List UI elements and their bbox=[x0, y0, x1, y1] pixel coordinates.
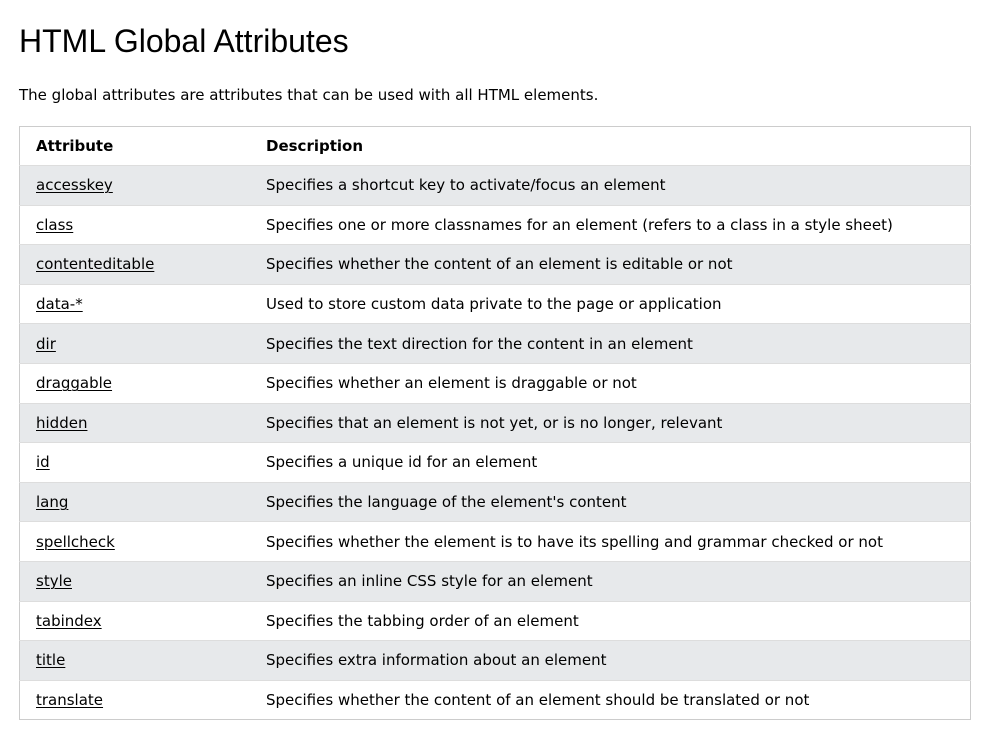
attribute-link[interactable]: tabindex bbox=[36, 611, 102, 630]
table-row bbox=[20, 205, 971, 245]
attribute-cell bbox=[20, 482, 251, 522]
table-row bbox=[20, 601, 971, 641]
intro-text: The global attributes are attributes that can be used with all HTML elements. bbox=[19, 86, 599, 104]
table-row bbox=[20, 363, 971, 403]
description-cell: Specifies the tabbing order of an element bbox=[266, 611, 579, 630]
header-description: Description bbox=[266, 137, 364, 155]
table-row bbox=[20, 403, 971, 443]
table-row bbox=[20, 324, 971, 364]
table-row bbox=[20, 245, 971, 285]
attribute-cell bbox=[20, 324, 251, 364]
attribute-cell bbox=[20, 166, 251, 206]
header-attribute: Attribute bbox=[36, 137, 114, 155]
description-cell: Specifies extra information about an element bbox=[266, 651, 607, 670]
attribute-cell bbox=[20, 403, 251, 443]
table-row bbox=[20, 680, 971, 720]
description-cell: Specifies whether an element is draggable or not bbox=[266, 374, 637, 393]
table-row bbox=[20, 561, 971, 601]
attribute-cell bbox=[20, 561, 251, 601]
attribute-link[interactable]: translate bbox=[36, 691, 104, 710]
table-header-row bbox=[20, 127, 971, 166]
table-row bbox=[20, 166, 971, 206]
description-cell: Specifies whether the content of an element should be translated or not bbox=[266, 691, 810, 710]
attribute-cell bbox=[20, 205, 251, 245]
attribute-link[interactable]: class bbox=[36, 215, 74, 234]
attribute-link[interactable]: style bbox=[36, 572, 72, 591]
attribute-cell bbox=[20, 245, 251, 285]
table-row bbox=[20, 522, 971, 562]
attribute-link[interactable]: data-* bbox=[36, 295, 83, 314]
attributes-table bbox=[19, 126, 971, 720]
description-cell: Specifies whether the content of an element is editable or not bbox=[266, 255, 733, 274]
description-cell: Specifies an inline CSS style for an element bbox=[266, 572, 593, 591]
attribute-link[interactable]: id bbox=[36, 453, 50, 472]
description-cell: Specifies whether the element is to have its spelling and grammar checked or not bbox=[266, 532, 883, 551]
attribute-link[interactable]: accesskey bbox=[36, 176, 113, 195]
description-cell: Specifies that an element is not yet, or is no longer, relevant bbox=[266, 413, 723, 432]
attribute-link[interactable]: lang bbox=[36, 493, 69, 512]
description-cell: Specifies a unique id for an element bbox=[266, 453, 538, 472]
attribute-link[interactable]: draggable bbox=[36, 374, 113, 393]
table-row bbox=[20, 284, 971, 324]
attribute-link[interactable]: contenteditable bbox=[36, 255, 155, 274]
attribute-cell bbox=[20, 522, 251, 562]
description-cell: Specifies one or more classnames for an element (refers to a class in a style sheet) bbox=[266, 215, 893, 234]
page-title: HTML Global Attributes bbox=[19, 23, 349, 59]
attribute-cell bbox=[20, 284, 251, 324]
attribute-link[interactable]: hidden bbox=[36, 413, 88, 432]
description-cell: Specifies a shortcut key to activate/focus an element bbox=[266, 176, 666, 195]
attribute-cell bbox=[20, 443, 251, 483]
attribute-cell bbox=[20, 363, 251, 403]
attribute-link[interactable]: spellcheck bbox=[36, 532, 115, 551]
table-row bbox=[20, 443, 971, 483]
table-row bbox=[20, 482, 971, 522]
attribute-link[interactable]: dir bbox=[36, 334, 56, 353]
description-cell: Specifies the text direction for the content in an element bbox=[266, 334, 693, 353]
description-cell: Used to store custom data private to the page or application bbox=[266, 295, 722, 314]
attribute-link[interactable]: title bbox=[36, 651, 66, 670]
attribute-cell bbox=[20, 680, 251, 720]
attribute-cell bbox=[20, 601, 251, 641]
description-cell: Specifies the language of the element's content bbox=[266, 493, 627, 512]
attribute-cell bbox=[20, 641, 251, 681]
table-row bbox=[20, 641, 971, 681]
